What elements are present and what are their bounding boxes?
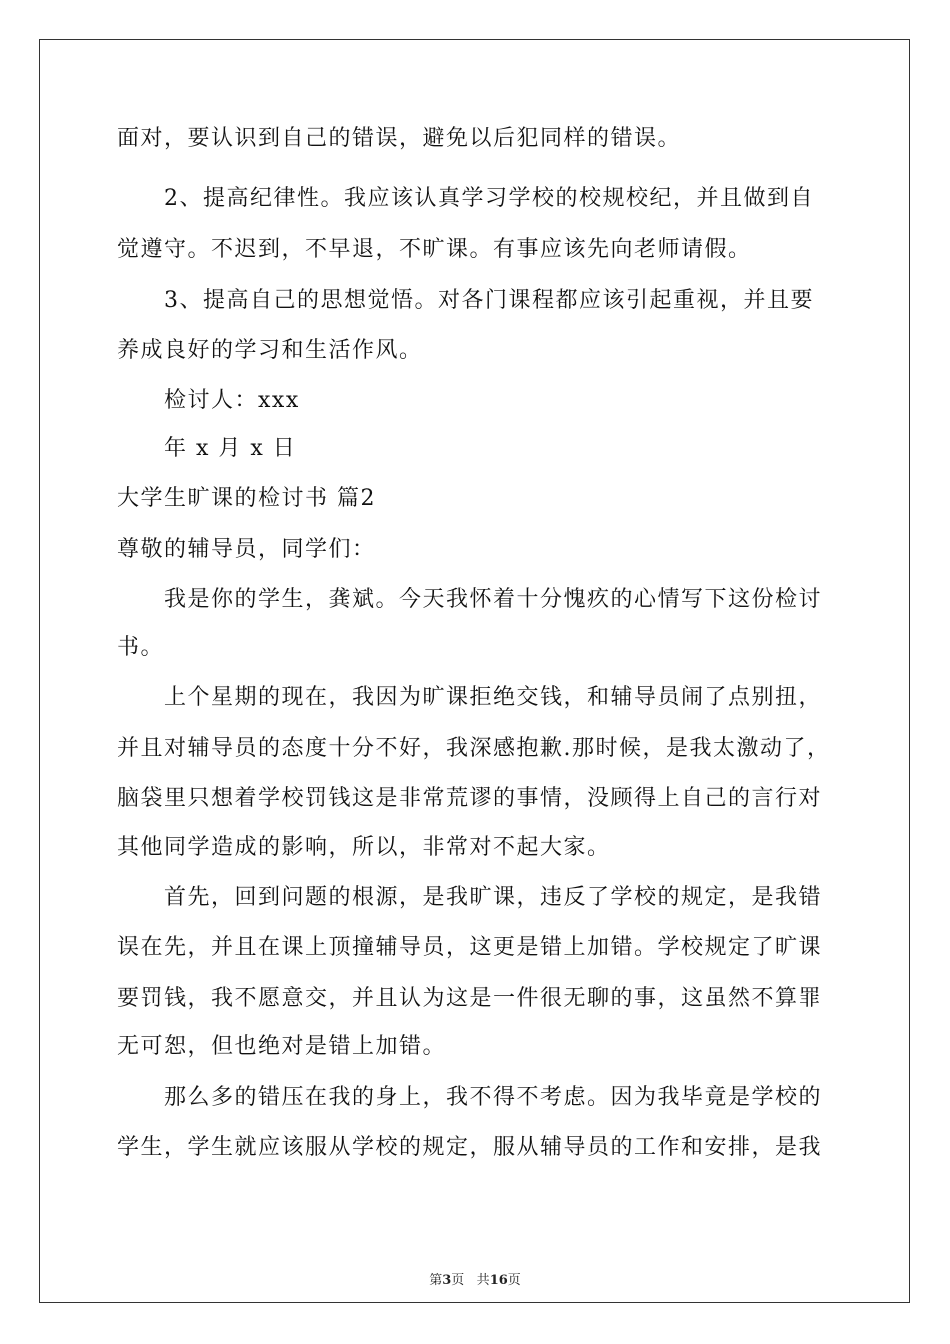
paragraph-line: 2、提高纪律性。我应该认真学习学校的校规校纪，并且做到自	[164, 186, 814, 211]
paragraph-line: 我是你的学生，龚斌。今天我怀着十分愧疚的心情写下这份检讨	[164, 587, 823, 612]
signature-line: 检讨人：xxx	[164, 388, 300, 413]
paragraph-line: 那么多的错压在我的身上，我不得不考虑。因为我毕竟是学校的	[164, 1085, 823, 1110]
total-pages: 16	[489, 1273, 508, 1288]
paragraph-line: 3、提高自己的思想觉悟。对各门课程都应该引起重视，并且要	[164, 288, 814, 313]
total-prefix: 共	[476, 1273, 490, 1288]
text-line: 面对，要认识到自己的错误，避免以后犯同样的错误。	[117, 126, 682, 151]
page-border	[39, 39, 910, 1303]
date-line: 年 x 月 x 日	[164, 436, 297, 461]
salutation: 尊敬的辅导员，同学们：	[117, 537, 376, 562]
text-line: 养成良好的学习和生活作风。	[117, 338, 423, 363]
section-title: 大学生旷课的检讨书 篇2	[117, 486, 376, 511]
paragraph-line: 上个星期的现在，我因为旷课拒绝交钱，和辅导员闹了点别扭，	[164, 685, 823, 710]
text-line: 学生，学生就应该服从学校的规定，服从辅导员的工作和安排，是我	[117, 1135, 823, 1160]
page-footer	[0, 1273, 950, 1289]
paragraph-line: 首先，回到问题的根源，是我旷课，违反了学校的规定，是我错	[164, 885, 823, 910]
page-number: 3	[442, 1273, 452, 1288]
page-prefix: 第	[429, 1273, 443, 1288]
text-line: 书。	[117, 635, 165, 660]
total-suffix: 页	[507, 1273, 521, 1288]
text-line: 要罚钱，我不愿意交，并且认为这是一件很无聊的事，这虽然不算罪	[117, 986, 823, 1011]
text-line: 误在先，并且在课上顶撞辅导员，这更是错上加错。学校规定了旷课	[117, 935, 823, 960]
text-line: 并且对辅导员的态度十分不好，我深感抱歉.那时候，是我太激动了，	[117, 736, 831, 761]
page-suffix: 页	[451, 1273, 465, 1288]
text-line: 脑袋里只想着学校罚钱这是非常荒谬的事情，没顾得上自己的言行对	[117, 786, 823, 811]
text-line: 其他同学造成的影响，所以，非常对不起大家。	[117, 835, 611, 860]
text-line: 无可恕，但也绝对是错上加错。	[117, 1034, 447, 1059]
text-line: 觉遵守。不迟到，不早退，不旷课。有事应该先向老师请假。	[117, 237, 752, 262]
